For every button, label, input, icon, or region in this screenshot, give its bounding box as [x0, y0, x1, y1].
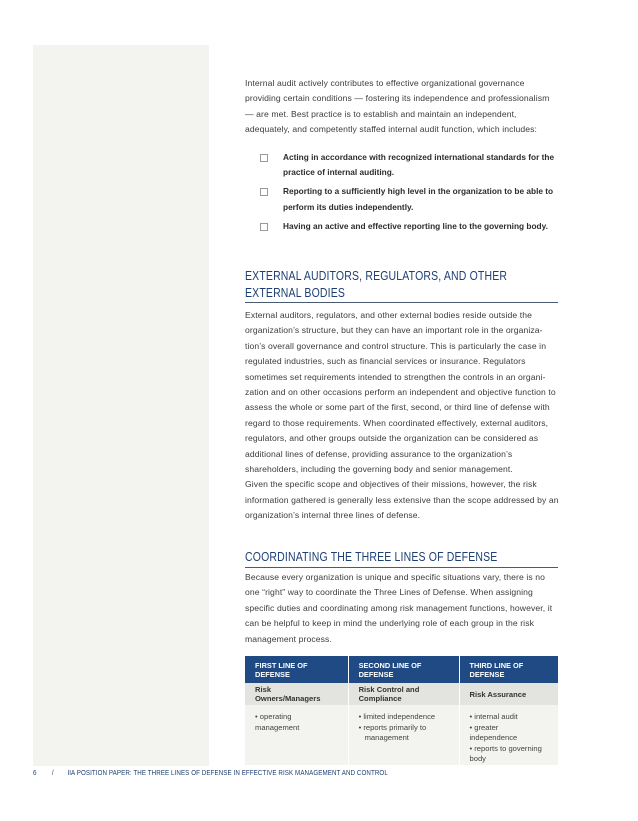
footer-title: IIA POSITION PAPER: THE THREE LINES OF DEFENSE IN EFFECTIVE RISK MANAGEMENT AND CONTROL: [67, 768, 388, 777]
checkbox-icon: [260, 154, 268, 162]
page-number: 6: [33, 768, 37, 777]
list-item: • internal audit: [469, 712, 518, 721]
list-item: • reports primarily to: [358, 722, 427, 732]
checklist-item: [260, 150, 560, 181]
checklist-item: [260, 219, 560, 234]
items-third-line: [459, 705, 558, 765]
items-first-line: [245, 705, 348, 765]
items-second-line: [348, 705, 459, 765]
role-second-line: Risk Control and Compliance: [348, 683, 459, 705]
checkbox-icon: [260, 223, 268, 231]
section-divider: [245, 567, 558, 568]
external-heading-line-2: EXTERNAL BODIES: [245, 284, 346, 300]
role-third-line: Risk Assurance: [459, 683, 558, 705]
checklist-item-text: Reporting to a sufficiently high level in the organization to be able to perform its duties independently.: [283, 186, 554, 212]
table-row: [245, 705, 558, 765]
coordinating-heading: COORDINATING THE THREE LINES OF DEFENSE: [245, 549, 498, 564]
footer-separator: /: [51, 768, 54, 777]
external-body: [245, 308, 559, 524]
checklist-item-text: Acting in accordance with recognized international standards for the practice of internal auditing.: [283, 152, 555, 178]
table-header-row: [245, 656, 558, 683]
checklist: [260, 150, 560, 238]
three-lines-table: [245, 656, 558, 765]
list-item: • greater independence: [469, 722, 518, 742]
role-first-line: Risk Owners/Managers: [245, 683, 348, 705]
external-paragraph-1: External auditors, regulators, and other external bodies reside outside the organization’s structure, but they can have an important role in the organization’s overall governance and control structure. This is particularly the case in regulated industries, such as financial services or insurance. Regulators sometimes set requirements intended to strengthen the controls in an organization and on other occasions perform an independent and objective function to assess the whole or some part of the first, second, or third line of defense with regard to those requirements. When coordinated effectively, external auditors, regulators, and other groups outside the organization can be considered as additional lines of defense, providing assurance to the organization’s shareholders, including the governing body and senior management.: [245, 310, 556, 475]
intro-paragraph: Internal audit actively contributes to effective organizational governance providing certain conditions — fostering its independence and professionalism — are met. Best practice is to establish and maintain an independent, adequately, and competently staffed internal audit function, which includes:: [245, 78, 550, 135]
external-heading: [245, 268, 559, 301]
header-first-line: FIRST LINE OF DEFENSE: [245, 656, 348, 683]
page-footer: [33, 768, 388, 777]
coordinating-paragraph: Because every organization is unique and specific situations vary, there is no one “right” way to coordinate the Three Lines of Defense. When assigning specific duties and coordinating among risk management functions, however, it can be helpful to keep in mind the underlying role of each group in the risk management process.: [245, 572, 553, 644]
header-third-line: THIRD LINE OF DEFENSE: [459, 656, 558, 683]
list-item: • operating management: [255, 712, 300, 732]
header-second-line: SECOND LINE OF DEFENSE: [348, 656, 459, 683]
list-item: • reports to governing body: [469, 743, 542, 763]
list-item: management: [364, 733, 409, 742]
table-row: [245, 683, 558, 705]
checklist-item: [260, 184, 560, 215]
section-divider: [245, 302, 558, 303]
checkbox-icon: [260, 188, 268, 196]
list-item: • limited independence: [358, 712, 436, 721]
checklist-item-text: Having an active and effective reporting line to the governing body.: [283, 220, 548, 231]
sidebar-panel: [33, 45, 209, 766]
external-paragraph-2: Given the specific scope and objectives of their missions, however, the risk information gathered is generally less extensive than the scope addressed by an organization’s internal three lines of defense.: [245, 479, 559, 521]
external-heading-line-1: EXTERNAL AUDITORS, REGULATORS, AND OTHER: [245, 268, 508, 283]
